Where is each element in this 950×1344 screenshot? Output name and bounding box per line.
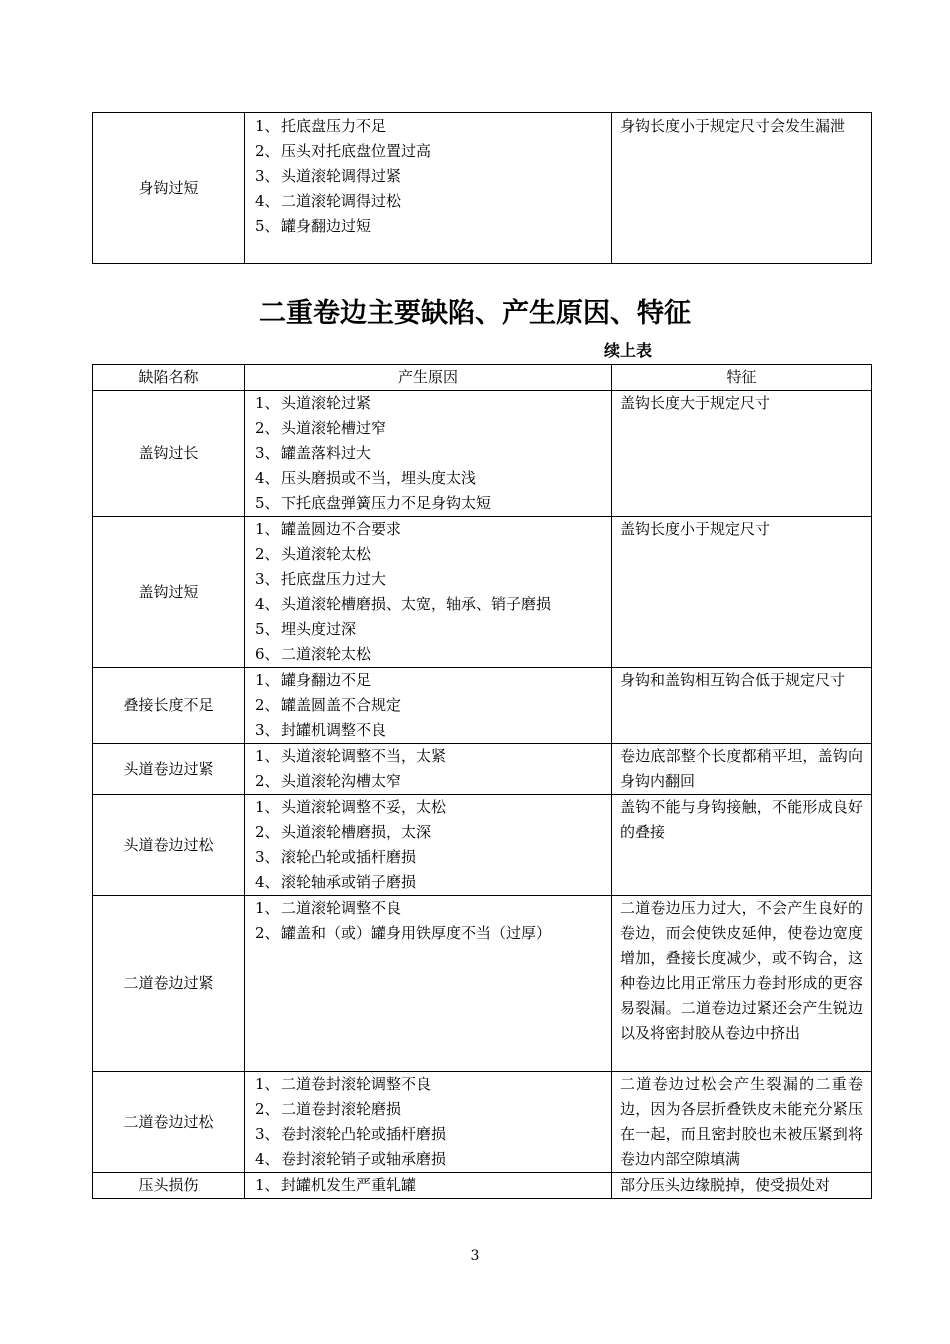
cause-item-number: 2、 — [255, 545, 280, 563]
cause-item-text: 头道滚轮调整不妥，太松 — [281, 798, 447, 816]
cause-item — [255, 592, 603, 617]
defect-table-body — [93, 391, 872, 1199]
cause-item-number: 6、 — [255, 645, 280, 663]
cause-cell — [245, 517, 612, 668]
cause-item-text: 封罐机发生严重轧罐 — [281, 1176, 417, 1194]
cause-item-number: 2、 — [255, 142, 280, 160]
table-row — [93, 517, 872, 668]
cause-item — [255, 391, 603, 416]
cause-item — [255, 189, 603, 214]
cause-item-text: 罐盖圆盖不合规定 — [281, 696, 402, 714]
cause-item — [255, 1122, 603, 1147]
feature-cell: 二道卷边压力过大，不会产生良好的卷边，而会使铁皮延伸，使卷边宽度增加，叠接长度减少，或不钩合，这种卷边比用正常压力卷封形成的更容易裂漏。二道卷边过紧还会产生锐边以及将密封胶从卷边中挤出 — [612, 896, 872, 1072]
cause-item-text: 罐盖落料过大 — [281, 444, 372, 462]
cause-item — [255, 795, 603, 820]
cause-item — [255, 845, 603, 870]
cause-item-number: 1、 — [255, 394, 280, 412]
cause-item-text: 压头磨损或不当，埋头度太浅 — [281, 469, 477, 487]
cause-item-number: 1、 — [255, 1075, 280, 1093]
cause-item-number: 2、 — [255, 924, 280, 942]
cause-item-number: 5、 — [255, 620, 280, 638]
cause-item — [255, 693, 603, 718]
defect-name-cell: 盖钩过短 — [93, 517, 245, 668]
cause-item — [255, 668, 603, 693]
cause-item — [255, 1097, 603, 1122]
table-row — [93, 1072, 872, 1173]
defect-name-cell: 头道卷边过紧 — [93, 744, 245, 795]
cause-item-text: 压头对托底盘位置过高 — [281, 142, 432, 160]
cause-item-text: 卷封滚轮凸轮或插杆磨损 — [281, 1125, 447, 1143]
cause-item-number: 3、 — [255, 721, 280, 739]
cause-item-number: 2、 — [255, 696, 280, 714]
cause-item-text: 滚轮轴承或销子磨损 — [281, 873, 417, 891]
cause-item — [255, 1147, 603, 1172]
defect-name-cell: 二道卷边过紧 — [93, 896, 245, 1072]
cause-item-text: 头道滚轮沟槽太窄 — [281, 772, 402, 790]
cause-item — [255, 769, 603, 794]
cause-item — [255, 517, 603, 542]
cause-cell — [245, 744, 612, 795]
cause-item — [255, 820, 603, 845]
cause-item — [255, 466, 603, 491]
cause-item — [255, 1173, 603, 1198]
previous-table-body — [93, 113, 872, 264]
cause-item-text: 头道滚轮过紧 — [281, 394, 372, 412]
cause-item-number: 4、 — [255, 1150, 280, 1168]
cause-item-text: 二道卷封滚轮磨损 — [281, 1100, 402, 1118]
table-row — [93, 795, 872, 896]
feature-cell: 盖钩不能与身钩接触，不能形成良好的叠接 — [612, 795, 872, 896]
cause-item-number: 5、 — [255, 494, 280, 512]
cause-item-text: 罐盖和（或）罐身用铁厚度不当（过厚） — [281, 924, 552, 942]
cause-cell — [245, 668, 612, 744]
cause-item-text: 滚轮凸轮或插杆磨损 — [281, 848, 417, 866]
cause-item — [255, 896, 603, 921]
header-cause: 产生原因 — [245, 365, 612, 391]
cause-item-number: 3、 — [255, 570, 280, 588]
cause-item-text: 封罐机调整不良 — [281, 721, 387, 739]
defect-table — [92, 364, 872, 1199]
cause-item — [255, 718, 603, 743]
cause-cell — [245, 1173, 612, 1199]
feature-cell: 身钩长度小于规定尺寸会发生漏泄 — [612, 113, 872, 264]
cause-item-text: 卷封滚轮销子或轴承磨损 — [281, 1150, 447, 1168]
feature-cell: 卷边底部整个长度都稍平坦，盖钩向身钩内翻回 — [612, 744, 872, 795]
cause-item-number: 4、 — [255, 192, 280, 210]
cause-item-text: 托底盘压力不足 — [281, 117, 387, 135]
cause-item — [255, 617, 603, 642]
defect-name-cell: 二道卷边过松 — [93, 1072, 245, 1173]
cause-item — [255, 1072, 603, 1097]
cause-item-number: 1、 — [255, 747, 280, 765]
cause-cell — [245, 1072, 612, 1173]
cause-item-text: 罐盖圆边不合要求 — [281, 520, 402, 538]
cause-item-text: 托底盘压力过大 — [281, 570, 387, 588]
cause-item-text: 头道滚轮调整不当，太紧 — [281, 747, 447, 765]
cause-item-text: 头道滚轮太松 — [281, 545, 372, 563]
cause-item-number: 5、 — [255, 217, 280, 235]
cause-item-text: 埋头度过深 — [281, 620, 357, 638]
cause-item-number: 1、 — [255, 520, 280, 538]
defect-name-cell: 压头损伤 — [93, 1173, 245, 1199]
cause-item-number: 1、 — [255, 117, 280, 135]
table-header-row — [93, 365, 872, 391]
cause-item-number: 3、 — [255, 1125, 280, 1143]
table-row — [93, 1173, 872, 1199]
defect-name-cell: 头道卷边过松 — [93, 795, 245, 896]
cause-item — [255, 870, 603, 895]
feature-cell: 身钩和盖钩相互钩合低于规定尺寸 — [612, 668, 872, 744]
table-row — [93, 744, 872, 795]
feature-cell: 部分压头边缘脱掉，使受损处对 — [612, 1173, 872, 1199]
cause-item-text: 二道滚轮调得过松 — [281, 192, 402, 210]
page-title: 二重卷边主要缺陷、产生原因、特征 — [259, 298, 691, 329]
cause-item-text: 头道滚轮槽过窄 — [281, 419, 387, 437]
cause-item-text: 下托底盘弹簧压力不足身钩太短 — [281, 494, 492, 512]
cause-item — [255, 114, 603, 139]
previous-defect-table — [92, 112, 872, 264]
cause-item — [255, 921, 603, 946]
cause-item-number: 1、 — [255, 798, 280, 816]
cause-item — [255, 441, 603, 466]
table-row — [93, 668, 872, 744]
cause-item-number: 2、 — [255, 1100, 280, 1118]
cause-item-number: 3、 — [255, 444, 280, 462]
table-row — [93, 896, 872, 1072]
feature-cell: 二道卷边过松会产生裂漏的二重卷边，因为各层折叠铁皮未能充分紧压在一起，而且密封胶也未被压紧到将卷边内部空隙填满 — [612, 1072, 872, 1173]
cause-item — [255, 744, 603, 769]
cause-item — [255, 542, 603, 567]
table-row — [93, 391, 872, 517]
cause-item-text: 二道滚轮太松 — [281, 645, 372, 663]
defect-name-cell: 叠接长度不足 — [93, 668, 245, 744]
header-defect-name: 缺陷名称 — [93, 365, 245, 391]
cause-item-text: 头道滚轮槽磨损，太深 — [281, 823, 432, 841]
cause-item-number: 2、 — [255, 419, 280, 437]
cause-item-number: 3、 — [255, 167, 280, 185]
cause-cell — [245, 391, 612, 517]
header-feature: 特征 — [612, 365, 872, 391]
table-row — [93, 113, 872, 264]
continued-label: 续上表 — [604, 341, 653, 360]
cause-item-number: 3、 — [255, 848, 280, 866]
cause-item-text: 罐身翻边过短 — [281, 217, 372, 235]
cause-item — [255, 214, 603, 239]
cause-item-text: 二道卷封滚轮调整不良 — [281, 1075, 432, 1093]
cause-item-number: 4、 — [255, 469, 280, 487]
cause-item-number: 1、 — [255, 899, 280, 917]
cause-item — [255, 416, 603, 441]
cause-item-number: 4、 — [255, 873, 280, 891]
cause-cell — [245, 896, 612, 1072]
cause-item-text: 罐身翻边不足 — [281, 671, 372, 689]
cause-item-text: 头道滚轮调得过紧 — [281, 167, 402, 185]
feature-cell: 盖钩长度大于规定尺寸 — [612, 391, 872, 517]
cause-item-text: 二道滚轮调整不良 — [281, 899, 402, 917]
cause-item-number: 1、 — [255, 671, 280, 689]
cause-item — [255, 642, 603, 667]
cause-item-number: 2、 — [255, 823, 280, 841]
cause-item — [255, 567, 603, 592]
cause-cell — [245, 113, 612, 264]
defect-name-cell: 身钩过短 — [93, 113, 245, 264]
cause-cell — [245, 795, 612, 896]
cause-item — [255, 491, 603, 516]
cause-item-number: 4、 — [255, 595, 280, 613]
defect-name-cell: 盖钩过长 — [93, 391, 245, 517]
cause-item-text: 头道滚轮槽磨损、太宽，轴承、销子磨损 — [281, 595, 552, 613]
page-number: 3 — [470, 1248, 480, 1264]
feature-cell: 盖钩长度小于规定尺寸 — [612, 517, 872, 668]
cause-item — [255, 164, 603, 189]
cause-item-number: 1、 — [255, 1176, 280, 1194]
cause-item-number: 2、 — [255, 772, 280, 790]
cause-item — [255, 139, 603, 164]
